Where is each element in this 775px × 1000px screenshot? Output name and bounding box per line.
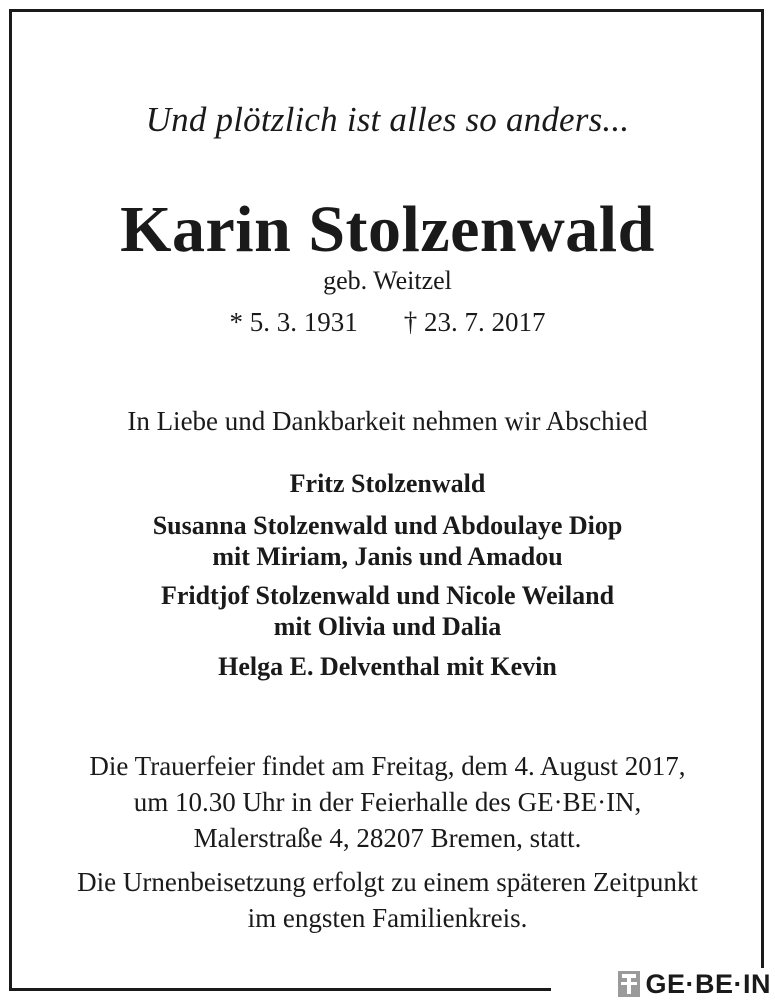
mourner-group xyxy=(0,510,775,572)
logo-text: GE·BE·IN xyxy=(645,969,771,999)
service-line: um 10.30 Uhr in der Feierhalle des GE·BE·IN, xyxy=(133,787,642,817)
mourner-group xyxy=(0,651,775,682)
birth-date: * 5. 3. 1931 xyxy=(229,307,358,337)
death-date: † 23. 7. 2017 xyxy=(403,307,546,337)
burial-line: im engsten Familienkreis. xyxy=(247,903,528,933)
deceased-name: Karin Stolzenwald xyxy=(120,193,655,266)
service-info xyxy=(0,748,775,856)
service-line: Die Trauerfeier findet am Freitag, dem 4. August 2017, xyxy=(89,751,686,781)
mourner-group xyxy=(0,468,775,499)
mourner-line: Helga E. Delventhal mit Kevin xyxy=(218,652,557,681)
mourner-line: mit Olivia und Dalia xyxy=(273,612,502,641)
burial-line: Die Urnenbeisetzung erfolgt zu einem späteren Zeitpunkt xyxy=(77,867,698,897)
mourner-line: mit Miriam, Janis und Amadou xyxy=(212,542,563,571)
mourner-line: Susanna Stolzenwald und Abdoulaye Diop xyxy=(152,511,623,540)
gebein-logo-icon xyxy=(618,971,640,997)
mourner-line: Fridtjof Stolzenwald und Nicole Weiland xyxy=(160,581,615,610)
farewell-intro: In Liebe und Dankbarkeit nehmen wir Abschied xyxy=(127,406,648,436)
maiden-name: geb. Weitzel xyxy=(323,266,452,295)
mourner-group xyxy=(0,580,775,642)
publisher-logo xyxy=(551,968,775,1000)
motto: Und plötzlich ist alles so anders... xyxy=(145,100,630,139)
mourner-line: Fritz Stolzenwald xyxy=(289,469,486,498)
service-line: Malerstraße 4, 28207 Bremen, statt. xyxy=(193,823,582,853)
burial-info xyxy=(0,864,775,936)
life-dates xyxy=(0,307,775,338)
